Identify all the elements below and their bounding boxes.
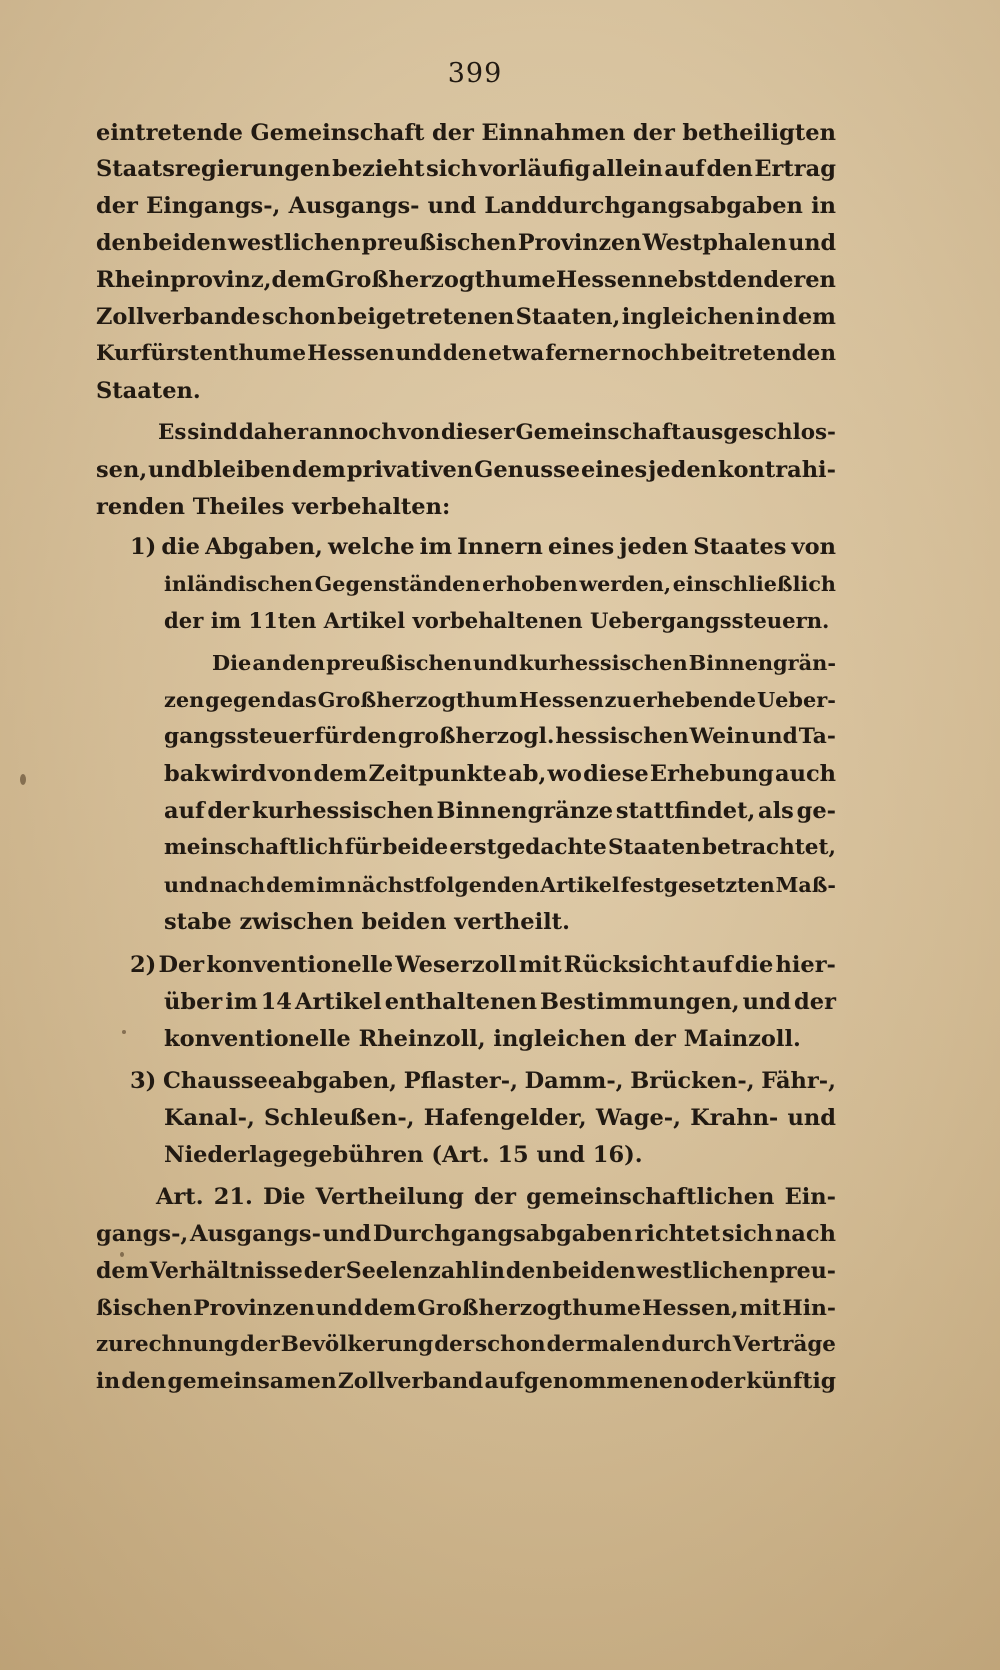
word: den bbox=[282, 650, 326, 675]
word: über bbox=[164, 989, 223, 1015]
word: zen bbox=[164, 687, 205, 712]
text-line bbox=[164, 569, 836, 599]
text-line bbox=[96, 339, 836, 369]
word: hessischen bbox=[555, 724, 689, 749]
word: dem bbox=[363, 1295, 417, 1321]
word: künftig bbox=[746, 1369, 836, 1394]
text-line bbox=[96, 265, 836, 295]
word: preußischen bbox=[326, 650, 473, 675]
word: kontrahi- bbox=[717, 457, 836, 483]
text-line bbox=[164, 796, 836, 826]
text-line bbox=[164, 870, 836, 900]
word: Landdurchgangsabgaben bbox=[484, 193, 803, 219]
word: westlichen bbox=[227, 230, 361, 256]
word: deren bbox=[763, 267, 836, 293]
word: für bbox=[314, 724, 352, 749]
text-line bbox=[164, 722, 836, 752]
word: jeden bbox=[619, 534, 689, 560]
word: Rheinprovinz, bbox=[96, 267, 272, 293]
word: hier- bbox=[775, 952, 836, 978]
word: Ausgangs- bbox=[190, 1221, 321, 1247]
word: Weserzoll bbox=[395, 952, 517, 978]
word: Provinzen bbox=[193, 1295, 315, 1321]
word: 1) bbox=[130, 534, 157, 560]
word: Chausseeabgaben, bbox=[162, 1068, 398, 1094]
word: Einnahmen bbox=[481, 120, 626, 146]
word: Ta- bbox=[798, 724, 836, 749]
word: Ertrag bbox=[754, 156, 836, 182]
word: von bbox=[397, 420, 441, 445]
word: vorläufig bbox=[478, 156, 591, 182]
word: Hessen bbox=[307, 341, 395, 366]
word: Eingangs-, bbox=[146, 193, 281, 219]
word: erstgedachte bbox=[449, 835, 607, 860]
word: Der bbox=[158, 952, 205, 978]
word: Die bbox=[263, 1184, 306, 1210]
word: ßischen bbox=[96, 1295, 193, 1321]
word: Vertheilung bbox=[315, 1184, 464, 1210]
word: Gemeinschaft bbox=[515, 420, 681, 445]
word: aufgenommenen bbox=[484, 1369, 689, 1394]
word: dem bbox=[266, 873, 316, 897]
text-line bbox=[164, 1103, 836, 1133]
word: nach bbox=[774, 1221, 836, 1247]
word: privativen bbox=[346, 457, 474, 483]
word: der bbox=[239, 1332, 280, 1357]
word: für bbox=[344, 835, 382, 860]
word: mit bbox=[739, 1295, 782, 1321]
word: erhebende bbox=[632, 687, 757, 712]
word: Seelenzahl bbox=[345, 1258, 480, 1284]
word: beiden bbox=[142, 230, 227, 256]
word: der bbox=[434, 1332, 475, 1357]
word: kurhessischen bbox=[519, 650, 688, 675]
word: daher bbox=[238, 420, 309, 445]
word: im bbox=[419, 534, 453, 560]
word: Großherzogthume bbox=[417, 1295, 641, 1321]
word: und bbox=[395, 341, 442, 366]
word: der bbox=[432, 120, 474, 146]
word: preu- bbox=[769, 1258, 836, 1284]
word: auf bbox=[664, 156, 705, 182]
word: Staaten, bbox=[515, 304, 621, 330]
word: und bbox=[164, 873, 209, 897]
text-line bbox=[164, 759, 836, 789]
word: gangssteuer bbox=[164, 724, 314, 749]
text-line bbox=[96, 154, 836, 184]
word: ge- bbox=[796, 798, 836, 824]
word: Hin- bbox=[782, 1295, 836, 1321]
word: den bbox=[505, 1258, 552, 1284]
word: in bbox=[480, 1258, 505, 1284]
word: ingleichen bbox=[621, 304, 755, 330]
word: der bbox=[632, 120, 675, 146]
word: stattfindet, bbox=[615, 798, 756, 824]
word: und bbox=[322, 1221, 372, 1247]
ink-spot bbox=[120, 1252, 124, 1257]
word: Ausgangs- bbox=[288, 193, 420, 219]
word: nach bbox=[209, 873, 266, 897]
word: Hessen, bbox=[641, 1295, 739, 1321]
text-line: renden Theiles verbehalten: bbox=[96, 494, 451, 520]
word: 14 bbox=[260, 989, 292, 1015]
word: als bbox=[758, 798, 794, 824]
word: preußischen bbox=[361, 230, 517, 256]
word: Hafengelder, bbox=[423, 1105, 587, 1131]
word: dem bbox=[291, 457, 346, 483]
word: und bbox=[473, 650, 518, 675]
word: und bbox=[750, 724, 798, 749]
word: 21. bbox=[213, 1184, 253, 1210]
word: gegen bbox=[205, 687, 277, 712]
word: etwa bbox=[488, 341, 545, 366]
word: sen, bbox=[96, 457, 148, 483]
word: im bbox=[225, 989, 258, 1015]
word: welche bbox=[327, 534, 415, 560]
word: und bbox=[148, 457, 197, 483]
word: Durchgangsabgaben bbox=[372, 1221, 633, 1247]
word: Staaten bbox=[608, 835, 701, 860]
word: bleiben bbox=[197, 457, 292, 483]
word: dem bbox=[782, 304, 836, 330]
word: zu bbox=[604, 687, 632, 712]
text-line bbox=[96, 1219, 836, 1249]
word: eines bbox=[547, 534, 615, 560]
word: ab, bbox=[508, 761, 547, 787]
ink-spot bbox=[122, 1030, 126, 1034]
word: sich bbox=[426, 156, 478, 182]
word: westlichen bbox=[636, 1258, 769, 1284]
word: gemeinschaftlichen bbox=[526, 1184, 775, 1210]
text-line bbox=[130, 1066, 836, 1096]
word: meinschaftlich bbox=[164, 835, 344, 860]
text-line bbox=[212, 648, 836, 678]
text-line bbox=[96, 191, 836, 221]
text-line bbox=[96, 455, 836, 485]
word: bak bbox=[164, 761, 210, 787]
word: bezieht bbox=[332, 156, 425, 182]
text-line bbox=[96, 302, 836, 332]
word: konventionelle bbox=[206, 952, 394, 978]
word: Fähr-, bbox=[761, 1068, 836, 1094]
word: schon bbox=[475, 1332, 546, 1357]
word: Maß- bbox=[775, 873, 836, 897]
word: Staates bbox=[693, 534, 787, 560]
word: Pflaster-, bbox=[403, 1068, 518, 1094]
word: Kanal-, bbox=[164, 1105, 255, 1131]
word: in bbox=[755, 304, 781, 330]
word: dem bbox=[96, 1258, 149, 1284]
word: Hessen bbox=[555, 267, 648, 293]
word: oder bbox=[689, 1369, 746, 1394]
word: enthaltenen bbox=[384, 989, 538, 1015]
word: Wein bbox=[689, 724, 751, 749]
text-line: der im 11ten Artikel vorbehaltenen Uebergangssteuern. bbox=[164, 608, 830, 633]
word: Staatsregierungen bbox=[96, 156, 331, 182]
word: Zollverbande bbox=[96, 304, 261, 330]
word: Zollverband bbox=[337, 1369, 484, 1394]
word: beitretenden bbox=[680, 341, 836, 366]
word: Abgaben, bbox=[205, 534, 323, 560]
word: sich bbox=[721, 1221, 774, 1247]
word: Die bbox=[212, 650, 252, 675]
word: Bevölkerung bbox=[280, 1332, 434, 1357]
word: den bbox=[706, 156, 753, 182]
word: allein bbox=[591, 156, 663, 182]
word: und bbox=[788, 230, 836, 256]
word: Bestimmungen, bbox=[540, 989, 740, 1015]
word: gangs-, bbox=[96, 1221, 189, 1247]
text-line bbox=[96, 1330, 836, 1360]
word: Hessen bbox=[518, 687, 604, 712]
word: Westphalen bbox=[642, 230, 788, 256]
text-line bbox=[164, 987, 836, 1017]
word: Binnengränze bbox=[436, 798, 614, 824]
word: wird bbox=[211, 761, 267, 787]
text-line bbox=[96, 1293, 836, 1323]
word: Binnengrän- bbox=[688, 650, 836, 675]
word: annoch bbox=[309, 420, 397, 445]
word: festgesetzten bbox=[620, 873, 775, 897]
word: Artikel bbox=[540, 873, 620, 897]
word: beide bbox=[382, 835, 449, 860]
word: nebst bbox=[647, 267, 717, 293]
text-line bbox=[96, 1256, 836, 1286]
word: und bbox=[787, 1105, 836, 1131]
word: nächstfolgenden bbox=[347, 873, 540, 897]
word: der bbox=[303, 1258, 345, 1284]
text-line bbox=[156, 1182, 836, 1212]
word: beiden bbox=[552, 1258, 636, 1284]
word: gemeinsamen bbox=[167, 1369, 337, 1394]
word: dem bbox=[271, 267, 326, 293]
word: Genusse bbox=[474, 457, 581, 483]
word: Es bbox=[158, 420, 187, 445]
word: eines bbox=[580, 457, 648, 483]
word: eintretende bbox=[96, 120, 243, 146]
word: und bbox=[742, 989, 792, 1015]
word: Brücken-, bbox=[630, 1068, 755, 1094]
ink-spot bbox=[20, 774, 26, 785]
word: der bbox=[794, 989, 836, 1015]
word: die bbox=[734, 952, 774, 978]
word: auf bbox=[164, 798, 205, 824]
word: auch bbox=[775, 761, 836, 787]
word: der bbox=[96, 193, 138, 219]
text-line bbox=[164, 685, 836, 715]
word: diese bbox=[583, 761, 649, 787]
text-line: Niederlagegebühren (Art. 15 und 16). bbox=[164, 1142, 643, 1168]
word: in bbox=[811, 193, 836, 219]
word: Schleußen-, bbox=[264, 1105, 415, 1131]
word: Artikel bbox=[294, 989, 382, 1015]
word: ferner bbox=[545, 341, 621, 366]
word: durch bbox=[661, 1332, 732, 1357]
text-line bbox=[96, 118, 836, 148]
word: Krahn- bbox=[690, 1105, 779, 1131]
word: den bbox=[121, 1369, 167, 1394]
word: die bbox=[161, 534, 201, 560]
word: von bbox=[267, 761, 313, 787]
word: zurechnung bbox=[96, 1332, 239, 1357]
word: auf bbox=[691, 952, 733, 978]
word: Damm-, bbox=[524, 1068, 624, 1094]
word: Gegenständen bbox=[314, 572, 481, 596]
word: dem bbox=[313, 761, 368, 787]
word: der bbox=[474, 1184, 516, 1210]
word: dieser bbox=[440, 420, 515, 445]
word: im bbox=[316, 873, 347, 897]
word: und bbox=[315, 1295, 363, 1321]
word: Art. bbox=[156, 1184, 204, 1210]
word: Wage-, bbox=[595, 1105, 681, 1131]
word: kurhessischen bbox=[252, 798, 434, 824]
word: das bbox=[276, 687, 317, 712]
word: inländischen bbox=[164, 572, 313, 596]
word: den bbox=[716, 267, 764, 293]
page-number: 399 bbox=[447, 58, 503, 89]
word: 2) bbox=[130, 952, 157, 978]
text-line: stabe zwischen beiden vertheilt. bbox=[164, 909, 570, 935]
text-line: konventionelle Rheinzoll, ingleichen der Mainzoll. bbox=[164, 1026, 801, 1052]
word: Großherzogthume bbox=[325, 267, 556, 293]
word: dermalen bbox=[546, 1332, 661, 1357]
text-line bbox=[158, 418, 836, 448]
text-line bbox=[164, 833, 836, 863]
word: 3) bbox=[130, 1068, 157, 1094]
word: der bbox=[207, 798, 250, 824]
word: Erhebung bbox=[649, 761, 774, 787]
word: den bbox=[352, 724, 397, 749]
text-line bbox=[130, 950, 836, 980]
word: beigetretenen bbox=[337, 304, 515, 330]
word: noch bbox=[621, 341, 680, 366]
word: den bbox=[96, 230, 142, 256]
word: jeden bbox=[648, 457, 717, 483]
word: den bbox=[442, 341, 488, 366]
word: Verhältnisse bbox=[149, 1258, 303, 1284]
word: betrachtet, bbox=[702, 835, 836, 860]
word: schon bbox=[261, 304, 336, 330]
word: in bbox=[96, 1369, 121, 1394]
word: Zeitpunkte bbox=[368, 761, 507, 787]
word: Kurfürstenthume bbox=[96, 341, 307, 366]
word: einschließlich bbox=[672, 572, 836, 596]
word: werden, bbox=[579, 572, 672, 596]
word: richtet bbox=[634, 1221, 721, 1247]
word: ausgeschlos- bbox=[681, 420, 836, 445]
word: Rücksicht bbox=[563, 952, 690, 978]
word: Innern bbox=[457, 534, 543, 560]
word: erhoben bbox=[482, 572, 578, 596]
word: großherzogl. bbox=[397, 724, 555, 749]
word: Ueber- bbox=[756, 687, 836, 712]
word: Großherzogthum bbox=[317, 687, 518, 712]
text-line: Staaten. bbox=[96, 378, 201, 404]
text-line bbox=[96, 228, 836, 258]
word: sind bbox=[187, 420, 238, 445]
word: betheiligten bbox=[682, 120, 836, 146]
word: Gemeinschaft bbox=[250, 120, 425, 146]
word: und bbox=[427, 193, 477, 219]
word: wo bbox=[547, 761, 582, 787]
word: Provinzen bbox=[517, 230, 642, 256]
text-line bbox=[130, 532, 836, 562]
word: Ein- bbox=[784, 1184, 836, 1210]
word: mit bbox=[518, 952, 562, 978]
word: Verträge bbox=[732, 1332, 836, 1357]
word: von bbox=[791, 534, 836, 560]
word: an bbox=[252, 650, 282, 675]
text-line bbox=[96, 1367, 836, 1397]
